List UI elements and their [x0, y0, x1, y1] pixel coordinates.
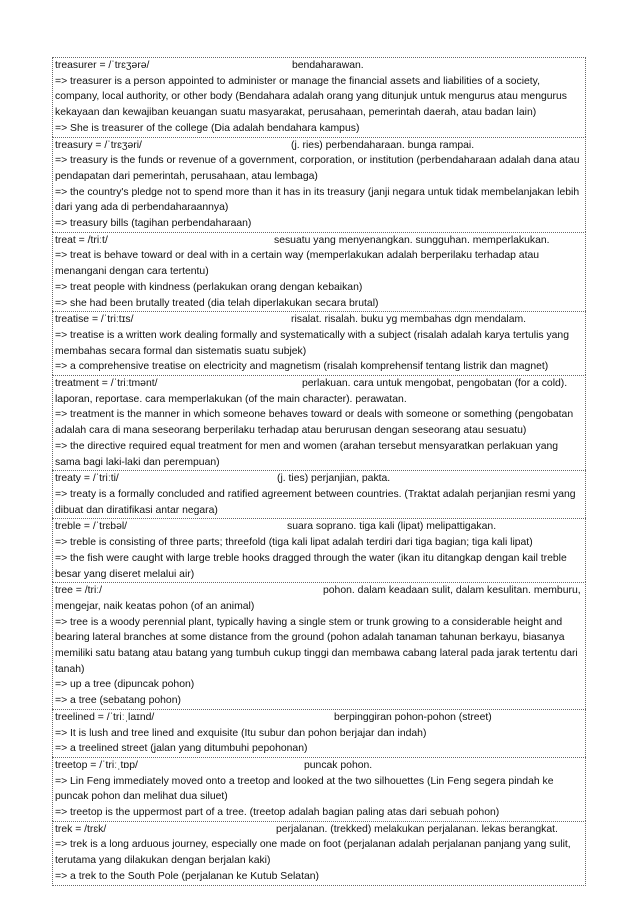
entry-header: treelined = /ˈtriːˌlaɪnd/ berpinggiran pohon-pohon (street)	[55, 710, 583, 726]
entry-treat	[52, 232, 586, 312]
entry-line: => treatment is the manner in which someone behaves toward or deals with someone or something (pengobatan adalah cara di mana seseorang berperilaku terhadap atau berurusan dengan seseorang atau sesuatu)	[55, 409, 574, 437]
entry-line: => trek is a long arduous journey, especially one made on foot (perjalanan adalah perjalanan panjang yang sulit, terutama yang dilakukan dengan berjalan kaki)	[55, 839, 571, 867]
entry-meaning: (j. ries) perbendaharaan. bunga rampai.	[291, 139, 475, 151]
entry-line: => She is treasurer of the college (Dia adalah bendahara kampus)	[55, 122, 360, 134]
entry-meaning: perjalanan. (trekked) melakukan perjalanan. lekas berangkat.	[276, 823, 558, 835]
entry-line: => treetop is the uppermost part of a tree. (treetop adalah bagian paling atas dari sebuah pohon)	[55, 807, 500, 819]
entry-meaning: perlakuan. cara untuk mengobat, pengobatan (for a cold).	[302, 378, 568, 390]
entry-line: => a trek to the South Pole (perjalanan ke Kutub Selatan)	[55, 870, 319, 882]
entry-header: treasury = /ˈtrɛʒəri/ (j. ries) perbendaharaan. bunga rampai.	[55, 138, 583, 154]
entry-header: tree = /triː/ pohon. dalam keadaan sulit, dalam kesulitan. memburu,	[55, 583, 583, 599]
entry-header: treetop = /ˈtriːˌtɒp/ puncak pohon.	[55, 758, 583, 774]
entry-line: => a comprehensive treatise on electricity and magnetism (risalah komprehensif tentang listrik dan magnet)	[55, 361, 549, 373]
entry-treelined	[52, 709, 586, 757]
entry-meaning: risalat. risalah. buku yg membahas dgn mendalam.	[291, 314, 527, 326]
entry-line: => treasury bills (tagihan perbendaharaan)	[55, 218, 252, 230]
entry-line: => the directive required equal treatment for men and women (arahan tersebut mensyaratkan perlakuan yang sama bagi laki-laki dan perempuan)	[55, 440, 559, 468]
entry-line: laporan, reportase. cara memperlakukan (of the main character). perawatan.	[55, 393, 407, 405]
entry-line: => treasurer is a person appointed to administer or manage the financial assets and liabilities of a society, company, local authority, or other body (Bendahara adalah orang yang ditunjuk untuk mengurus atau mengurus kekayaan dan kewajiban keuangan suatu masyarakat, perusahaan, pemerintah daerah, atau badan lain)	[55, 75, 567, 119]
document-page	[52, 57, 586, 886]
entry-treble	[52, 518, 586, 582]
entry-treatise	[52, 311, 586, 375]
entry-meaning: (j. ties) perjanjian, pakta.	[277, 473, 391, 485]
entry-meaning: pohon. dalam keadaan sulit, dalam kesulitan. memburu,	[323, 585, 581, 597]
entry-meaning: suara soprano. tiga kali (lipat) melipattigakan.	[287, 521, 497, 533]
entry-tree	[52, 582, 586, 709]
entry-line: => treat is behave toward or deal with in a certain way (memperlakukan adalah berperilaku terhadap atau menangani dengan cara tertentu)	[55, 250, 540, 278]
entry-treasury	[52, 137, 586, 232]
entry-line: mengejar, naik keatas pohon (of an animal)	[55, 600, 255, 612]
entry-treetop	[52, 757, 586, 821]
entry-meaning: sesuatu yang menyenangkan. sungguhan. memperlakukan.	[274, 234, 550, 246]
entry-line: => a treelined street (jalan yang ditumbuhi pepohonan)	[55, 743, 308, 755]
entry-header: treble = /ˈtrɛbəl/ suara soprano. tiga kali (lipat) melipattigakan.	[55, 519, 583, 535]
entry-line: => the country's pledge not to spend more than it has in its treasury (janji negara untuk tidak membelanjakan lebih dari yang ada di perbendaharaannya)	[55, 186, 580, 214]
entry-line: => a tree (sebatang pohon)	[55, 695, 181, 707]
entry-line: => treaty is a formally concluded and ratified agreement between countries. (Traktat adalah perjanjian resmi yang dibuat dan diratifikasi antar negara)	[55, 488, 576, 516]
entry-header: treaty = /ˈtriːti/ (j. ties) perjanjian, pakta.	[55, 471, 583, 487]
entry-treatment	[52, 375, 586, 470]
entry-line: => up a tree (dipuncak pohon)	[55, 679, 195, 691]
entry-treaty	[52, 470, 586, 518]
entry-line: => treatise is a written work dealing formally and systematically with a subject (risalah adalah karya tertulis yang membahas secara formal dan sistematis suatu subjek)	[55, 329, 569, 357]
entry-meaning: berpinggiran pohon-pohon (street)	[334, 711, 492, 723]
entry-header: treatise = /ˈtriːtɪs/ risalat. risalah. buku yg membahas dgn mendalam.	[55, 312, 583, 328]
entry-line: => It is lush and tree lined and exquisite (Itu subur dan pohon berjajar dan indah)	[55, 727, 427, 739]
entry-header: treat = /triːt/ sesuatu yang menyenangkan. sungguhan. memperlakukan.	[55, 233, 583, 249]
entry-line: => tree is a woody perennial plant, typically having a single stem or trunk growing to a considerable height and bearing lateral branches at some distance from the ground (pohon adalah tanaman tahunan berkayu, biasanya memiliki satu batang atau batang yang tumbuh cukup tinggi dan membawa cabang lateral pada jarak tertentu dari tanah)	[55, 616, 578, 675]
entry-header: trek = /trɛk/ perjalanan. (trekked) melakukan perjalanan. lekas berangkat.	[55, 822, 583, 838]
entry-line: => the fish were caught with large treble hooks dragged through the water (ikan itu ditangkap dengan kail treble besar yang diseret melalui air)	[55, 552, 567, 580]
entry-line: => treble is consisting of three parts; threefold (tiga kali lipat adalah terdiri dari tiga bagian; tiga kali lipat)	[55, 537, 533, 549]
entry-meaning: bendaharawan.	[292, 60, 364, 71]
entry-line: => treasury is the funds or revenue of a government, corporation, or institution (perbendaharaan adalah dana atau pendapatan dari pemerintah, perusahaan, atau lembaga)	[55, 155, 580, 182]
entry-trek	[52, 821, 586, 886]
entry-treasurer	[52, 57, 586, 137]
entry-line: => Lin Feng immediately moved onto a treetop and looked at the two silhouettes (Lin Feng segera pindah ke puncak pohon dan melihat dua siluet)	[55, 775, 554, 803]
entry-line: => treat people with kindness (perlakukan orang dengan kebaikan)	[55, 281, 363, 293]
entry-header: treasurer = /ˈtrɛʒərə/ bendaharawan.	[55, 58, 583, 74]
entry-header: treatment = /ˈtriːtmənt/ perlakuan. cara untuk mengobat, pengobatan (for a cold).	[55, 376, 583, 392]
entry-line: => she had been brutally treated (dia telah diperlakukan secara brutal)	[55, 297, 379, 309]
entry-meaning: puncak pohon.	[304, 759, 373, 771]
